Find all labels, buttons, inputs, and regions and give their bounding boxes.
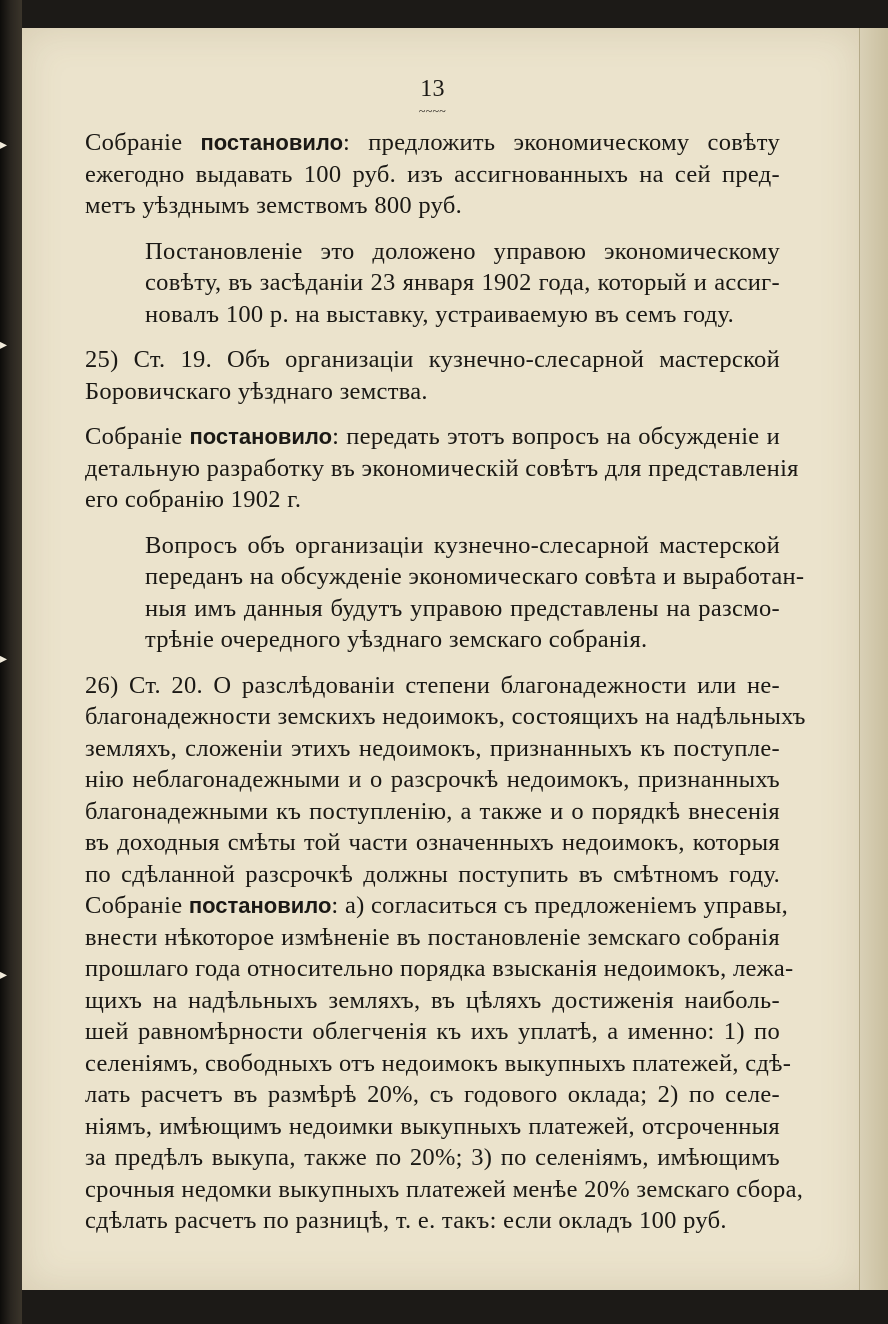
text-segment: совѣту, въ засѣданіи 23 января 1902 года, который и ассиг- bbox=[145, 269, 780, 296]
text-line bbox=[145, 561, 805, 593]
text-line bbox=[85, 1079, 780, 1111]
binding-stitch-mark: ▸ bbox=[0, 967, 8, 983]
text-line bbox=[85, 1111, 780, 1143]
text-segment: срочныя недомки выкупныхъ платежей менѣе 20% земскаго сбора, bbox=[85, 1175, 804, 1203]
text-line bbox=[85, 859, 780, 891]
text-segment: въ доходныя смѣты той части означенныхъ недоимокъ, которыя bbox=[85, 829, 780, 856]
text-line bbox=[145, 624, 780, 656]
text-segment: благонадежными къ поступленію, а также и о порядкѣ внесенія bbox=[85, 797, 780, 825]
text-line bbox=[85, 376, 780, 408]
text-segment: Собраніе bbox=[85, 129, 201, 156]
text-segment: лать расчетъ въ размѣрѣ 20%, съ годового оклада; 2) по селе- bbox=[85, 1081, 780, 1108]
text-segment: щихъ на надѣльныхъ земляхъ, въ цѣляхъ достиженія наиболь- bbox=[85, 986, 780, 1014]
text-segment: трѣніе очередного уѣзднаго земскаго собранія. bbox=[145, 626, 648, 653]
paragraph-p5 bbox=[145, 530, 805, 656]
text-line bbox=[85, 985, 780, 1017]
text-segment: : а) согласиться съ предложеніемъ управы, bbox=[331, 892, 789, 919]
text-segment: переданъ на обсужденіе экономическаго совѣта и выработан- bbox=[145, 563, 805, 590]
paragraph-p2 bbox=[145, 236, 780, 331]
binding-stitch-mark: ▸ bbox=[0, 337, 8, 353]
text-segment: нію неблагонадежными и о разсрочкѣ недоимокъ, признанныхъ bbox=[85, 766, 780, 793]
text-line bbox=[85, 1142, 780, 1174]
text-segment: : предложить экономическому совѣту bbox=[343, 129, 780, 156]
bold-keyword: постановило bbox=[189, 424, 333, 449]
text-segment: новалъ 100 р. на выставку, устраиваемую въ семъ году. bbox=[145, 300, 735, 328]
text-segment: Собраніе bbox=[85, 423, 190, 450]
text-line bbox=[85, 484, 780, 516]
text-line bbox=[85, 453, 799, 485]
text-line bbox=[145, 236, 780, 268]
text-segment: за предѣлъ выкупа, также по 20%; 3) по селеніямъ, имѣющимъ bbox=[85, 1144, 780, 1171]
text-segment: детальную разработку въ экономическій совѣтъ для представленія bbox=[85, 454, 799, 482]
text-line bbox=[85, 1016, 780, 1048]
text-line bbox=[85, 953, 794, 985]
text-line bbox=[85, 701, 806, 733]
text-segment: ныя имъ данныя будутъ управою представлены на разсмо- bbox=[145, 594, 780, 622]
page-number-ornament: ~~~~ bbox=[418, 104, 447, 118]
text-line bbox=[85, 764, 780, 796]
text-segment: 25) Ст. 19. Объ организаціи кузнечно-слесарной мастерской bbox=[85, 346, 780, 373]
text-segment: ежегодно выдавать 100 руб. изъ ассигнованныхъ на сей пред- bbox=[85, 160, 780, 188]
text-line bbox=[85, 127, 780, 159]
text-segment: метъ уѣзднымъ земствомъ 800 руб. bbox=[85, 192, 463, 219]
text-segment: : передать этотъ вопросъ на обсужденіе и bbox=[332, 423, 780, 450]
text-line bbox=[145, 530, 780, 562]
text-segment: Боровичскаго уѣзднаго земства. bbox=[85, 377, 428, 405]
text-line bbox=[85, 890, 789, 922]
page-text-body bbox=[85, 76, 806, 1251]
text-segment: Вопросъ объ организаціи кузнечно-слесарной мастерской bbox=[145, 531, 780, 559]
text-segment: Собраніе bbox=[85, 892, 189, 919]
text-line bbox=[85, 1174, 804, 1206]
text-line bbox=[85, 670, 780, 702]
text-segment: 26) Ст. 20. О разслѣдованіи степени благонадежности или не- bbox=[85, 671, 780, 699]
text-segment: селеніямъ, свободныхъ отъ недоимокъ выкупныхъ платежей, сдѣ- bbox=[85, 1049, 792, 1077]
text-segment: по сдѣланной разсрочкѣ должны поступить въ смѣтномъ году. bbox=[85, 860, 780, 888]
text-line bbox=[85, 733, 780, 765]
text-line bbox=[85, 159, 780, 191]
text-line bbox=[85, 190, 780, 222]
binding-stitch-mark: ▸ bbox=[0, 651, 8, 667]
text-line bbox=[85, 1048, 792, 1080]
bold-keyword: постановило bbox=[188, 893, 332, 918]
binding-stitch-mark: ▸ bbox=[0, 137, 8, 153]
text-line bbox=[85, 421, 780, 453]
text-segment: внести нѣкоторое измѣненіе въ постановленіе земскаго собранія bbox=[85, 923, 780, 951]
paragraph-p4 bbox=[85, 421, 799, 516]
paragraph-list bbox=[85, 127, 806, 1237]
text-segment: благонадежности земскихъ недоимокъ, состоящихъ на надѣльныхъ bbox=[85, 703, 806, 730]
text-line bbox=[85, 1205, 780, 1237]
text-segment: Постановленіе это доложено управою экономическому bbox=[145, 237, 780, 265]
text-line bbox=[145, 299, 780, 331]
text-segment: ніямъ, имѣющимъ недоимки выкупныхъ платежей, отсроченныя bbox=[85, 1112, 780, 1140]
next-page-edge bbox=[859, 28, 888, 1290]
text-segment: шей равномѣрности облегченія къ ихъ уплатѣ, а именно: 1) по bbox=[85, 1018, 780, 1045]
text-segment: земляхъ, сложеніи этихъ недоимокъ, признанныхъ къ поступле- bbox=[85, 734, 780, 762]
paragraph-p3 bbox=[85, 344, 780, 407]
bold-keyword: постановило bbox=[200, 130, 344, 155]
text-line bbox=[85, 344, 780, 376]
paragraph-p6 bbox=[85, 670, 806, 1237]
text-line bbox=[145, 267, 780, 299]
paragraph-p1 bbox=[85, 127, 780, 222]
text-segment: его собранію 1902 г. bbox=[85, 486, 302, 513]
text-line bbox=[145, 593, 780, 625]
text-line bbox=[85, 922, 780, 954]
text-segment: прошлаго года относительно порядка взысканія недоимокъ, лежа- bbox=[85, 955, 794, 982]
text-line bbox=[85, 827, 780, 859]
page-number: 13 bbox=[420, 76, 445, 102]
text-segment: сдѣлать расчетъ по разницѣ, т. е. такъ: если окладъ 100 руб. bbox=[85, 1207, 727, 1234]
text-line bbox=[85, 796, 780, 828]
